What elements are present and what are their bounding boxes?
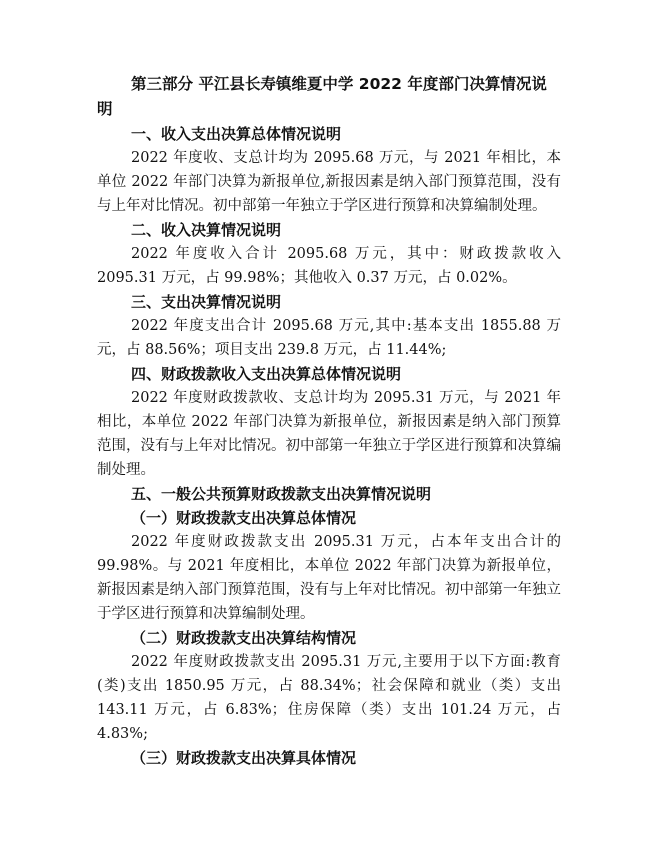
paragraph: 2022 年度支出合计 2095.68 万元,其中:基本支出 1855.88 万元，占 88.56%；项目支出 239.8 万元，占 11.44%; (97, 318, 561, 358)
paragraph: 2022 年度财政拨款收、支总计均为 2095.31 万元，与 2021 年相比，本单位 2022 年部门决算为新报单位，新报因素是纳入部门预算范围，没有与上年对比情况。初中部第一年独立于学区进行预算和决算编制处理。 (97, 390, 561, 478)
subsection-heading: （二）财政拨款支出决算结构情况 (131, 629, 357, 647)
document-body (97, 72, 561, 770)
paragraph: 2022 年度收、支总计均为 2095.68 万元，与 2021 年相比，本单位 2022 年部门决算为新报单位,新报因素是纳入部门预算范围，没有与上年对比情况。初中部第一年独立于学区进行预算和决算编制处理。 (97, 150, 561, 214)
section-heading: 四、财政拨款收入支出决算总体情况说明 (131, 365, 402, 383)
subsection-heading: （一）财政拨款支出决算总体情况 (131, 509, 357, 527)
paragraph: 2022 年度财政拨款支出 2095.31 万元，占本年支出合计的 99.98%。与 2021 年度相比，本单位 2022 年部门决算为新报单位，新报因素是纳入部门预算范围，没有与上年对比情况。初中部第一年独立于学区进行预算和决算编制处理。 (97, 534, 561, 622)
paragraph: 2022 年度收入合计 2095.68 万元，其中：财政拨款收入 2095.31 万元，占 99.98%；其他收入 0.37 万元，占 0.02%。 (97, 246, 561, 286)
document-title: 第三部分 平江县长寿镇维夏中学 2022 年度部门决算情况说明 (97, 75, 547, 118)
section-heading: 五、一般公共预算财政拨款支出决算情况说明 (131, 485, 432, 503)
section-heading: 一、收入支出决算总体情况说明 (131, 125, 342, 143)
paragraph: 2022 年度财政拨款支出 2095.31 万元,主要用于以下方面:教育(类)支出 1850.95 万元，占 88.34%；社会保障和就业（类）支出 143.11 万元，占 6.83%；住房保障（类）支出 101.24 万元，占 4.83%; (97, 654, 561, 742)
section-heading: 二、收入决算情况说明 (131, 221, 282, 239)
section-heading: 三、支出决算情况说明 (131, 293, 282, 311)
subsection-heading: （三）财政拨款支出决算具体情况 (131, 749, 357, 767)
